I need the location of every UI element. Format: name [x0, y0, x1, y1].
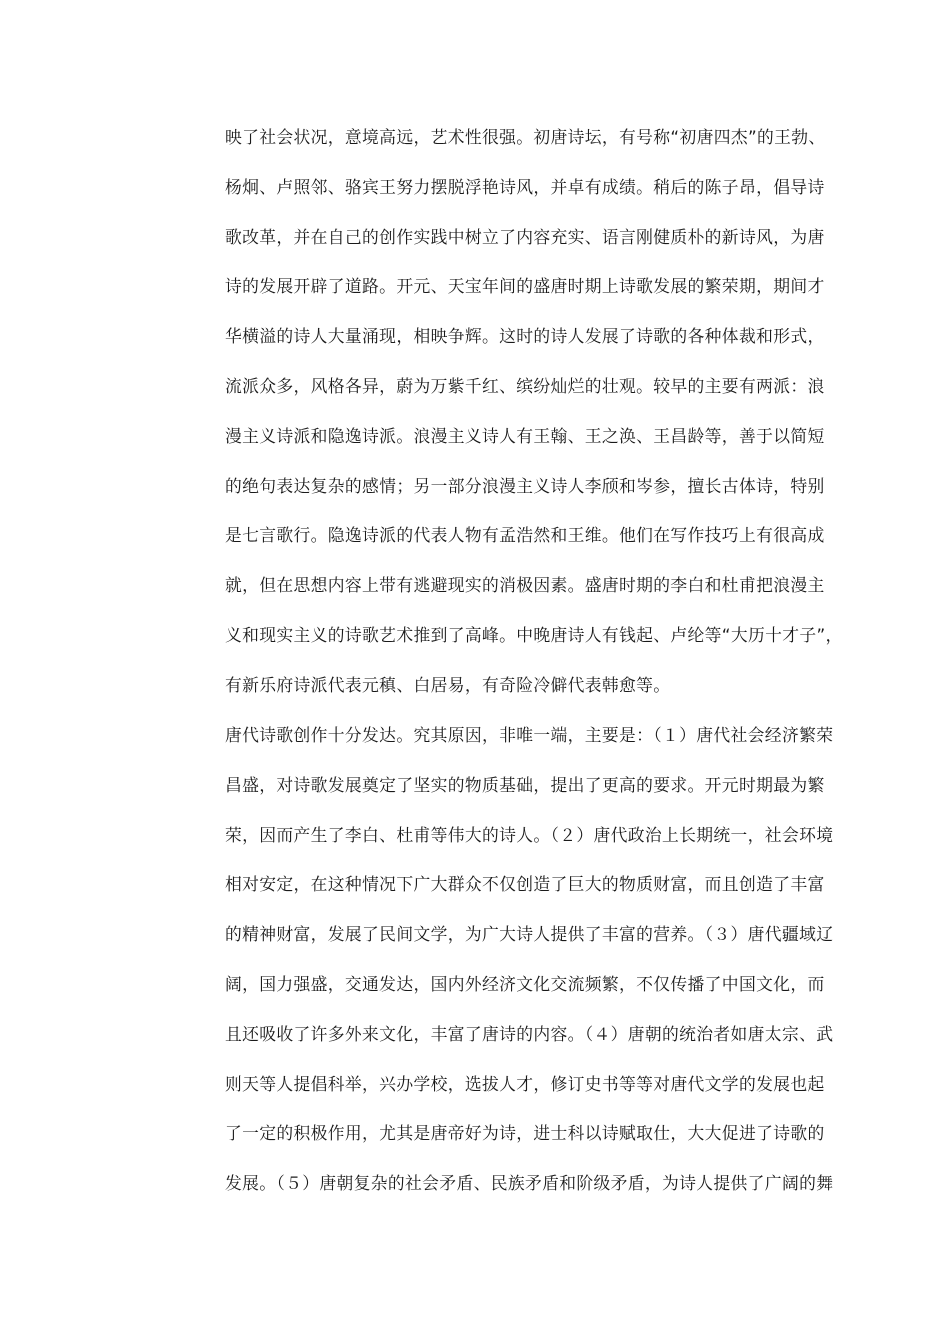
paragraph-line: 昌盛，对诗歌发展奠定了坚实的物质基础，提出了更高的要求。开元时期最为繁	[225, 774, 825, 795]
paragraph-line: 荣，因而产生了李白、杜甫等伟大的诗人。（２）唐代政治上长期统一，社会环境	[225, 824, 834, 845]
paragraph-line: 发展。（５）唐朝复杂的社会矛盾、民族矛盾和阶级矛盾，为诗人提供了广阔的舞	[225, 1173, 834, 1194]
paragraph-line: 杨炯、卢照邻、骆宾王努力摆脱浮艳诗风，并卓有成绩。稍后的陈子昂，倡导诗	[225, 176, 825, 197]
paragraph-line: 阔，国力强盛，交通发达，国内外经济文化交流频繁，不仅传播了中国文化，而	[225, 973, 825, 994]
paragraph-line: 则天等人提倡科举，兴办学校，选拔人才，修订史书等等对唐代文学的发展也起	[225, 1073, 825, 1094]
paragraph-line: 相对安定，在这种情况下广大群众不仅创造了巨大的物质财富，而且创造了丰富	[225, 874, 825, 895]
paragraph-2	[225, 720, 834, 1198]
paragraph-line: 义和现实主义的诗歌艺术推到了高峰。中晚唐诗人有钱起、卢纶等“大历十才子”，	[225, 624, 843, 645]
paragraph-line: 映了社会状况，意境高远，艺术性很强。初唐诗坛，有号称“初唐四杰”的王勃、	[225, 127, 826, 147]
paragraph-line: 且还吸收了许多外来文化，丰富了唐诗的内容。（４）唐朝的统治者如唐太宗、武	[225, 1023, 834, 1044]
paragraph-line: 有新乐府诗派代表元稹、白居易，有奇险冷僻代表韩愈等。	[225, 674, 671, 695]
paragraph-line: 诗的发展开辟了道路。开元、天宝年间的盛唐时期上诗歌发展的繁荣期，期间才	[225, 276, 825, 297]
paragraph-line: 华横溢的诗人大量涌现，相映争辉。这时的诗人发展了诗歌的各种体裁和形式，	[225, 326, 825, 347]
paragraph-line: 的精神财富，发展了民间文学，为广大诗人提供了丰富的营养。（３）唐代疆域辽	[225, 924, 834, 945]
paragraph-line: 的绝句表达复杂的感情；另一部分浪漫主义诗人李颀和岑参，擅长古体诗，特别	[225, 475, 825, 496]
paragraph-line: 漫主义诗派和隐逸诗派。浪漫主义诗人有王翰、王之涣、王昌龄等，善于以简短	[225, 425, 825, 446]
paragraph-line: 是七言歌行。隐逸诗派的代表人物有孟浩然和王维。他们在写作技巧上有很高成	[225, 525, 825, 546]
paragraph-line: 了一定的积极作用，尤其是唐帝好为诗，进士科以诗赋取仕，大大促进了诗歌的	[225, 1123, 825, 1144]
paragraph-line: 唐代诗歌创作十分发达。究其原因，非唯一端，主要是：（１）唐代社会经济繁荣	[225, 725, 834, 745]
paragraph-line: 就，但在思想内容上带有逃避现实的消极因素。盛唐时期的李白和杜甫把浪漫主	[225, 575, 825, 596]
paragraph-line: 流派众多，风格各异，蔚为万紫千红、缤纷灿烂的壮观。较早的主要有两派：浪	[225, 375, 825, 396]
paragraph-line: 歌改革，并在自己的创作实践中树立了内容充实、语言刚健质朴的新诗风，为唐	[225, 226, 825, 247]
paragraph-1	[225, 122, 843, 700]
